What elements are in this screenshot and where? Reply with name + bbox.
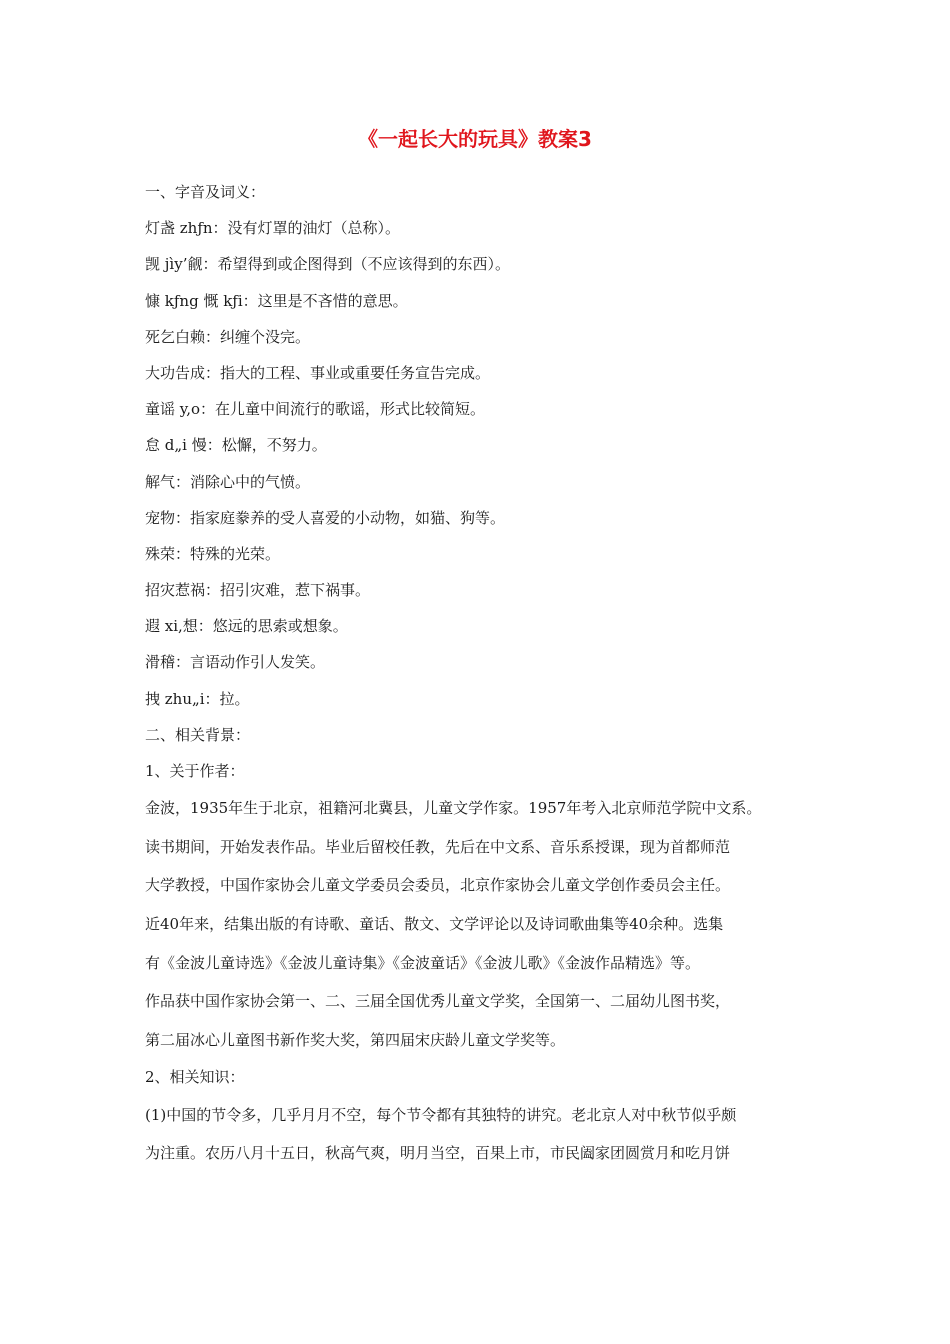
knowledge-paragraph bbox=[145, 1096, 825, 1173]
subsection-heading: 1、关于作者： bbox=[145, 762, 245, 780]
vocab-item: 童谣 y,o：在儿童中间流行的歌谣，形式比较简短。 bbox=[145, 400, 486, 419]
document-title: 《一起长大的玩具》教案3 bbox=[358, 127, 592, 151]
subsection-heading: 2、相关知识： bbox=[145, 1068, 245, 1087]
vocab-item: 觊 jìy’觎：希望得到或企图得到（不应该得到的东西）。 bbox=[145, 255, 510, 274]
vocab-item: 大功告成：指大的工程、事业或重要任务宣告完成。 bbox=[145, 363, 491, 382]
document-body bbox=[145, 174, 825, 1173]
paragraph-line: 近40年来，结集出版的有诗歌、童话、散文、文学评论以及诗词歌曲集等40余种。选集 bbox=[145, 914, 724, 933]
vocab-item: 招灾惹祸：招引灾难，惹下祸事。 bbox=[145, 581, 371, 600]
vocab-item: 滑稽：言语动作引人发笑。 bbox=[145, 653, 326, 672]
vocab-item: 怠 d„i 慢：松懈，不努力。 bbox=[145, 436, 327, 455]
paragraph-line: 作品获中国作家协会第一、二、三届全国优秀儿童文学奖，全国第一、二届幼儿图书奖， bbox=[145, 992, 731, 1011]
paragraph-line: (1)中国的节令多，几乎月月不空，每个节令都有其独特的讲究。老北京人对中秋节似乎颇 bbox=[145, 1105, 737, 1124]
paragraph-line: 为注重。农历八月十五日，秋高气爽，明月当空，百果上市，市民阖家团圆赏月和吃月饼 bbox=[145, 1144, 731, 1163]
vocab-item: 慷 kƒng 慨 kƒi：这里是不吝惜的意思。 bbox=[145, 291, 408, 310]
paragraph-line: 有《金波儿童诗选》《金波儿童诗集》《金波童话》《金波儿歌》《金波作品精选》等。 bbox=[145, 953, 701, 972]
vocab-item: 宠物：指家庭豢养的受人喜爱的小动物，如猫、狗等。 bbox=[145, 508, 506, 527]
section-heading: 一、字音及词义： bbox=[145, 183, 266, 201]
paragraph-line: 读书期间，开始发表作品。毕业后留校任教，先后在中文系、音乐系授课，现为首都师范 bbox=[145, 837, 731, 856]
vocab-item: 殊荣：特殊的光荣。 bbox=[145, 544, 281, 563]
vocab-item: 拽 zhu„i：拉。 bbox=[145, 689, 250, 708]
vocab-item: 遐 xi,想：悠远的思索或想象。 bbox=[145, 617, 348, 636]
section-heading: 二、相关背景： bbox=[145, 725, 251, 744]
paragraph-line: 第二届冰心儿童图书新作奖大奖，第四届宋庆龄儿童文学奖等。 bbox=[145, 1030, 566, 1049]
vocab-item: 死乞白赖：纠缠个没完。 bbox=[145, 327, 311, 346]
paragraph-line: 大学教授，中国作家协会儿童文学委员会委员，北京作家协会儿童文学创作委员会主任。 bbox=[145, 876, 731, 895]
vocab-item: 解气：消除心中的气愤。 bbox=[145, 472, 311, 491]
vocab-item: 灯盏 zhƒn：没有灯罩的油灯（总称）。 bbox=[145, 219, 401, 238]
paragraph-line: 金波，1935年生于北京，祖籍河北冀县，儿童文学作家。1957年考入北京师范学院中文系。 bbox=[145, 799, 762, 818]
author-paragraph bbox=[145, 789, 825, 1059]
